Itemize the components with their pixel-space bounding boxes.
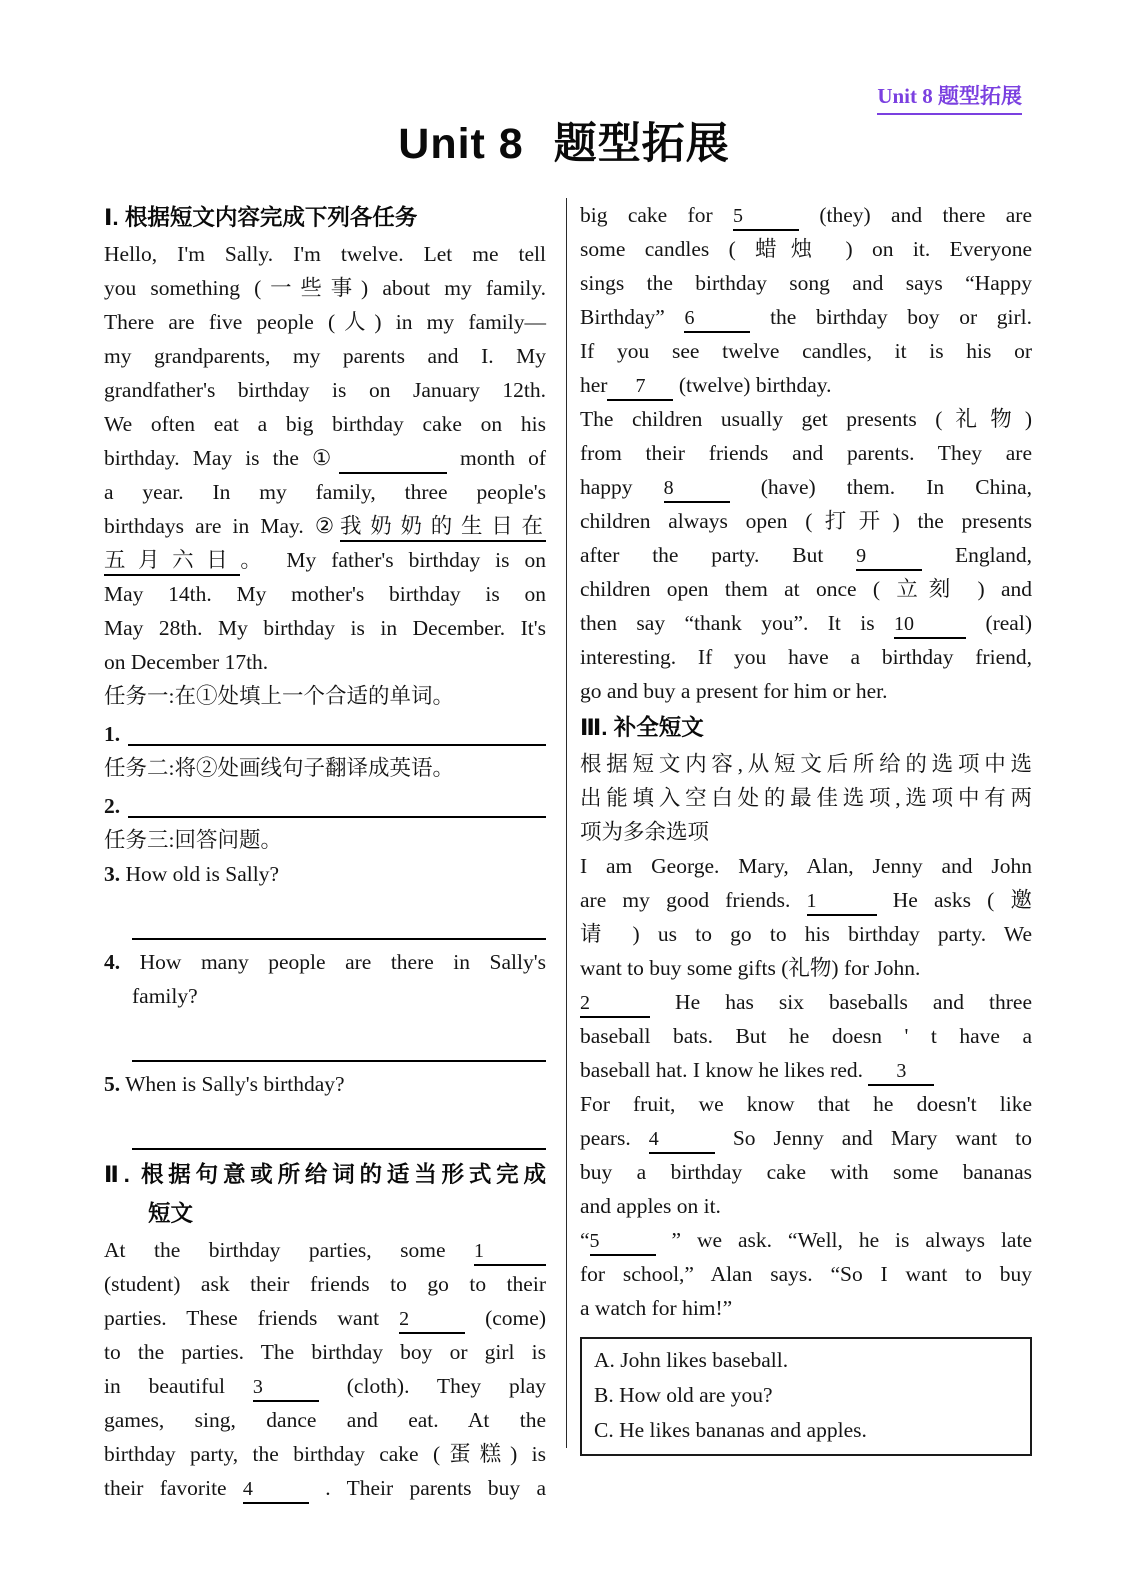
passage-line: a year. In my family, three people's xyxy=(104,480,546,504)
numbered-answer-blank xyxy=(104,713,546,751)
passage-line: For fruit, we know that he doesn't like xyxy=(580,1092,1032,1116)
page-title xyxy=(0,110,1128,171)
passage-line: big cake for 5 (they) and there are xyxy=(580,198,1032,232)
blank-number-2: 2 xyxy=(580,991,650,1018)
page-title-cn: 题型拓展 xyxy=(553,120,730,168)
passage-line: 五月六日。 My father's birthday is on xyxy=(104,543,546,577)
passage-line: her 7 (twelve) birthday. xyxy=(580,368,1032,402)
right-column xyxy=(580,198,1032,1456)
question: family? xyxy=(132,984,198,1008)
option-item: C. He likes bananas and apples. xyxy=(594,1418,867,1442)
passage-line: happy 8 (have) them. In China, xyxy=(580,470,1032,504)
blank-number-7: 7 xyxy=(607,374,673,401)
passage-line: We often eat a big birthday cake on his xyxy=(104,412,546,436)
blank-number-5: 5 xyxy=(590,1229,656,1256)
left-column xyxy=(104,198,546,1505)
blank-number-1: 1 xyxy=(474,1239,546,1266)
passage-line: birthday party, the birthday cake (蛋糕) is xyxy=(104,1442,546,1466)
passage-line: “5 ” we ask. “Well, he is always late xyxy=(580,1223,1032,1257)
question: 4. How many people are there in Sally's xyxy=(104,950,546,974)
passage-line: then say “thank you”. It is 10 (real) xyxy=(580,606,1032,640)
passage-line: are my good friends. 1 He asks ( 邀 xyxy=(580,883,1032,917)
passage-line: (student) ask their friends to go to their xyxy=(104,1272,546,1296)
passage-line: want to buy some gifts (礼物) for John. xyxy=(580,956,921,980)
answer-number: 1. xyxy=(104,722,121,746)
passage-line: May 14th. My mother's birthday is on xyxy=(104,582,546,606)
blank-number-9: 9 xyxy=(856,544,922,571)
answer-blank-line xyxy=(104,891,546,945)
blank-number-1: 1 xyxy=(807,889,877,916)
blank-number-8: 8 xyxy=(664,476,730,503)
passage-line: some candles ( 蜡烛 ) on it. Everyone xyxy=(580,237,1032,261)
passage-line: At the birthday parties, some 1 xyxy=(104,1233,546,1267)
task-label: 任务二:将②处画线句子翻译成英语。 xyxy=(104,756,454,780)
question: 5. When is Sally's birthday? xyxy=(104,1072,345,1096)
blank-number-4: 4 xyxy=(243,1477,309,1504)
passage-line: 2 He has six baseballs and three xyxy=(580,985,1032,1019)
column-divider xyxy=(566,198,567,1448)
blank-number-6: 6 xyxy=(684,306,750,333)
passage-line: I am George. Mary, Alan, Jenny and John xyxy=(580,854,1032,878)
underlined-text: 五月六日 xyxy=(104,548,240,576)
passage-line: Hello, I'm Sally. I'm twelve. Let me tell xyxy=(104,242,546,266)
passage-line: my grandparents, my parents and I. My xyxy=(104,344,546,368)
option-item: B. How old are you? xyxy=(594,1383,773,1407)
instruction-line: 出能填入空白处的最佳选项,选项中有两 xyxy=(580,786,1032,810)
passage-line: in beautiful 3 (cloth). They play xyxy=(104,1369,546,1403)
passage-line: sings the birthday song and says “Happy xyxy=(580,271,1032,295)
passage-line: a watch for him!” xyxy=(580,1296,733,1320)
question-number: 4. xyxy=(104,950,121,974)
passage-line: birthdays are in May. ②我奶奶的生日在 xyxy=(104,509,546,543)
answer-number: 2. xyxy=(104,794,121,818)
blank-number-2: 2 xyxy=(399,1307,465,1334)
question-number: 5. xyxy=(104,1072,121,1096)
option-item: A. John likes baseball. xyxy=(594,1348,789,1372)
section-heading: Ⅰ. 根据短文内容完成下列各任务 xyxy=(104,205,418,230)
passage-line: games, sing, dance and eat. At the xyxy=(104,1408,546,1432)
passage-line: children always open (打开) the presents xyxy=(580,509,1032,533)
corner-unit-label: Unit 8 题型拓展 xyxy=(877,80,1022,115)
blank-number-5: 5 xyxy=(733,204,799,231)
passage-line: May 28th. My birthday is in December. It's xyxy=(104,616,546,640)
blank-underline xyxy=(339,447,447,474)
passage-line: parties. These friends want 2 (come) xyxy=(104,1301,546,1335)
section-heading: Ⅲ. 补全短文 xyxy=(580,715,704,740)
answer-underline xyxy=(128,744,546,746)
passage-line: after the party. But 9 England, xyxy=(580,538,1032,572)
answer-blank-line xyxy=(104,1101,546,1155)
passage-line: grandfather's birthday is on January 12th. xyxy=(104,378,546,402)
passage-line: Birthday” 6 the birthday boy or girl. xyxy=(580,300,1032,334)
task-label: 任务三:回答问题。 xyxy=(104,828,282,852)
section-heading: Ⅱ. 根据句意或所给词的适当形式完成 xyxy=(104,1162,546,1187)
passage-line: birthday. May is the ① month of xyxy=(104,441,546,475)
blank-number-10: 10 xyxy=(894,612,966,639)
page-title-en: Unit 8 xyxy=(398,120,524,168)
instruction-line: 项为多余选项 xyxy=(580,820,710,844)
passage-line: baseball bats. But he doesn ' t have a xyxy=(580,1024,1032,1048)
passage-line: on December 17th. xyxy=(104,650,269,674)
instruction-line: 根据短文内容,从短文后所给的选项中选 xyxy=(580,752,1032,776)
underlined-text: 我奶奶的生日在 xyxy=(340,514,546,542)
blank-number-3: 3 xyxy=(253,1375,319,1402)
question-number: 3. xyxy=(104,862,121,886)
passage-line: buy a birthday cake with some bananas xyxy=(580,1160,1032,1184)
passage-line: and apples on it. xyxy=(580,1194,721,1218)
numbered-answer-blank xyxy=(104,785,546,823)
passage-line: children open them at once ( 立刻 ) and xyxy=(580,577,1032,601)
passage-line: to the parties. The birthday boy or girl is xyxy=(104,1340,546,1364)
passage-line: from their friends and parents. They are xyxy=(580,441,1032,465)
passage-line: their favorite 4 . Their parents buy a xyxy=(104,1471,546,1505)
passage-line: pears. 4 So Jenny and Mary want to xyxy=(580,1121,1032,1155)
passage-line: 请 ) us to go to his birthday party. We xyxy=(580,922,1032,946)
section-heading: 短文 xyxy=(148,1201,194,1226)
answer-underline xyxy=(132,1148,546,1150)
passage-line: go and buy a present for him or her. xyxy=(580,679,888,703)
question: 3. How old is Sally? xyxy=(104,862,279,886)
task-label: 任务一:在①处填上一个合适的单词。 xyxy=(104,684,454,708)
blank-number-4: 4 xyxy=(649,1127,715,1154)
passage-line: baseball hat. I know he likes red. 3 xyxy=(580,1053,1032,1087)
blank-number-3: 3 xyxy=(868,1059,934,1086)
answer-underline xyxy=(128,816,546,818)
passage-line: interesting. If you have a birthday friend, xyxy=(580,645,1032,669)
passage-line: The children usually get presents (礼物) xyxy=(580,407,1032,431)
answer-underline xyxy=(132,1060,546,1062)
answer-blank-line xyxy=(104,1013,546,1067)
answer-underline xyxy=(132,938,546,940)
passage-line: you something (一些事) about my family. xyxy=(104,276,546,300)
passage-line: There are five people (人) in my family— xyxy=(104,310,546,334)
passage-line: If you see twelve candles, it is his or xyxy=(580,339,1032,363)
passage-line: for school,” Alan says. “So I want to buy xyxy=(580,1262,1032,1286)
options-box xyxy=(580,1337,1032,1456)
